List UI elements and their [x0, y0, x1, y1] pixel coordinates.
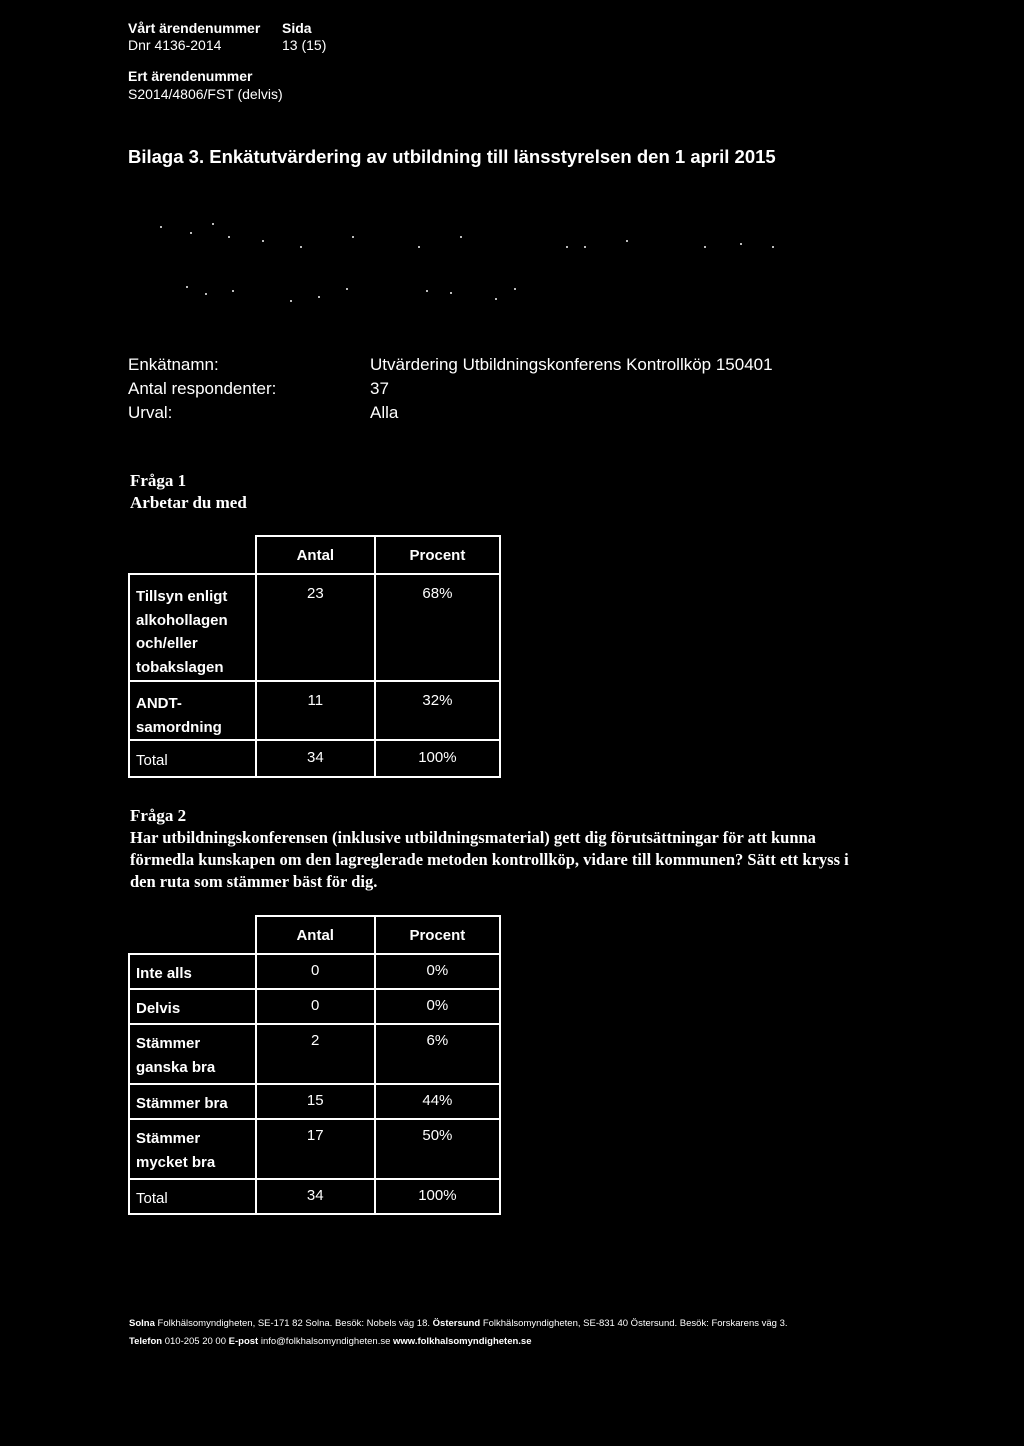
footer-address-line [129, 1318, 788, 1329]
row-antal: 0 [256, 954, 375, 989]
row-procent: 44% [375, 1084, 500, 1119]
footer-solna-label: Solna [129, 1318, 155, 1329]
q2-col-antal: Antal [256, 916, 375, 954]
q1-number: Fråga 1 [130, 471, 187, 490]
q2-number: Fråga 2 [130, 806, 187, 825]
row-label: Stämmer ganska bra [129, 1024, 256, 1084]
q2-text: Har utbildningskonferensen (inklusive utbildningsmaterial) gett dig förutsättningar för att kunna förmedla kunskapen om den lagreglerade metoden kontrollköp, vidare till kommunen? Sätt ett kryss i den ruta som stämmer bäst för dig. [130, 828, 849, 891]
footer-email: info@folkhalsomyndigheten.se [260, 1336, 391, 1347]
selection-label: Urval: [128, 403, 173, 422]
row-label: Stämmer mycket bra [129, 1119, 256, 1179]
page-number: 13 (15) [282, 37, 327, 53]
footer-phone-label: Telefon [129, 1336, 163, 1347]
your-ref-value: S2014/4806/FST (delvis) [128, 86, 283, 102]
table-row [129, 1084, 500, 1119]
your-ref-label: Ert ärendenummer [128, 68, 253, 84]
footer-contact-line [129, 1336, 532, 1347]
q1-col-antal: Antal [256, 536, 375, 574]
selection-value: Alla [370, 403, 399, 422]
table-row-total [129, 740, 500, 777]
footer-ostersund-label: Östersund [432, 1318, 481, 1329]
q1-text: Arbetar du med [130, 493, 247, 512]
table-row [129, 574, 500, 681]
row-antal: 23 [256, 574, 375, 681]
footer-website: www.folkhalsomyndigheten.se [393, 1336, 532, 1347]
table-row [129, 1024, 500, 1084]
table-row [129, 954, 500, 989]
survey-name-label: Enkätnamn: [128, 355, 219, 374]
table-row [129, 989, 500, 1024]
table-row [129, 1119, 500, 1179]
row-antal: 11 [256, 681, 375, 740]
q1-col-procent: Procent [375, 536, 500, 574]
q2-col-procent: Procent [375, 916, 500, 954]
row-procent: 0% [375, 954, 500, 989]
row-procent: 50% [375, 1119, 500, 1179]
row-procent: 100% [375, 1179, 500, 1214]
row-label: Delvis [129, 989, 256, 1024]
footer-phone: 010-205 20 00 [164, 1336, 226, 1347]
row-antal: 17 [256, 1119, 375, 1179]
row-procent: 68% [375, 574, 500, 681]
table-row-total [129, 1179, 500, 1214]
footer-solna-text: Folkhälsomyndigheten, SE-171 82 Solna. Besök: Nobels väg 18. [157, 1318, 431, 1329]
row-antal: 15 [256, 1084, 375, 1119]
q1-table [128, 535, 501, 778]
page-title: Bilaga 3. Enkätutvärdering av utbildning till länsstyrelsen den 1 april 2015 [128, 146, 776, 167]
row-procent: 100% [375, 740, 500, 777]
q2-table [128, 915, 501, 1215]
footer-ostersund-text: Folkhälsomyndigheten, SE-831 40 Östersund. Besök: Forskarens väg 3. [482, 1318, 788, 1329]
row-procent: 6% [375, 1024, 500, 1084]
row-label: Stämmer bra [129, 1084, 256, 1119]
row-procent: 0% [375, 989, 500, 1024]
row-label: Total [129, 1179, 256, 1214]
footer-email-label: E-post [228, 1336, 259, 1347]
row-label: Inte alls [129, 954, 256, 989]
row-procent: 32% [375, 681, 500, 740]
row-label: Tillsyn enligt alkohollagen och/eller tobakslagen [129, 574, 256, 681]
row-antal: 2 [256, 1024, 375, 1084]
table-row [129, 681, 500, 740]
our-ref-value: Dnr 4136-2014 [128, 37, 222, 53]
row-label: Total [129, 740, 256, 777]
row-label: ANDT-samordning [129, 681, 256, 740]
row-antal: 34 [256, 1179, 375, 1214]
our-ref-label: Vårt ärendenummer [128, 20, 261, 36]
page-label: Sida [282, 20, 312, 36]
row-antal: 0 [256, 989, 375, 1024]
respondents-label: Antal respondenter: [128, 379, 277, 398]
survey-name-value: Utvärdering Utbildningskonferens Kontrollköp 150401 [370, 355, 773, 374]
row-antal: 34 [256, 740, 375, 777]
respondents-value: 37 [370, 379, 389, 398]
